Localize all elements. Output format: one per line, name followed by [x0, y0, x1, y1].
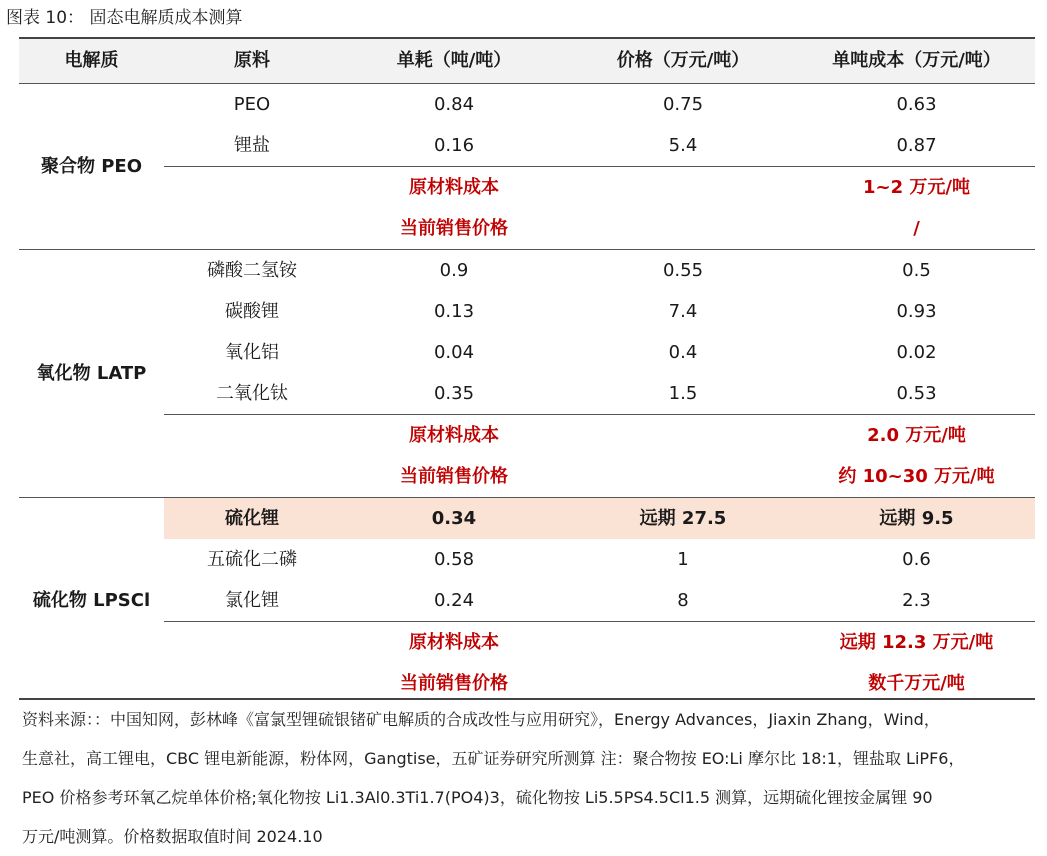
- cost-cell: 0.6: [902, 548, 931, 570]
- material-cell: 磷酸二氢铵: [207, 259, 297, 281]
- note-line: 万元/吨测算。价格数据取值时间 2024.10: [22, 827, 323, 846]
- cost-cell: 0.87: [896, 134, 937, 156]
- price-cell: 0.4: [668, 341, 698, 363]
- material-cell: 硫化锂: [164, 498, 340, 540]
- price-cell: 5.4: [668, 134, 698, 156]
- sale-price-label: 当前销售价格: [340, 208, 568, 250]
- group-name-latp: 氧化物 LATP: [19, 250, 164, 498]
- material-cell: 碳酸锂: [225, 300, 279, 322]
- table-header-row: [19, 38, 1035, 84]
- usage-cell: 0.58: [433, 548, 475, 570]
- note-line: 生意社，高工锂电，CBC 锂电新能源，粉体网，Gangtise，五矿证券研究所测算 注：聚合物按 EO:Li 摩尔比 18:1，锂盐取 LiPF6，: [22, 749, 965, 768]
- group-name-peo: 聚合物 PEO: [19, 84, 164, 250]
- note-line: PEO 价格参考环氧乙烷单体价格;氧化物按 Li1.3Al0.3Ti1.7(PO4)3，硫化物按 Li5.5PS4.5Cl1.5 测算，远期硫化锂按金属锂 90: [22, 788, 933, 807]
- electrolyte-cost-table: [19, 37, 1035, 704]
- sale-price-value: 数千万元/吨: [868, 672, 965, 694]
- cost-cell: 0.5: [902, 259, 931, 281]
- usage-cell: 0.34: [340, 498, 568, 540]
- raw-cost-label: 原材料成本: [340, 167, 568, 209]
- summary-row-raw-cost: [19, 622, 1035, 664]
- sale-price-value: /: [798, 208, 1035, 250]
- usage-cell: 0.84: [433, 93, 475, 115]
- header-material: 原料: [164, 38, 340, 84]
- cost-cell: 0.63: [896, 93, 937, 115]
- raw-cost-value: 1~2 万元/吨: [798, 167, 1035, 209]
- table-row: [19, 539, 1035, 580]
- usage-cell: 0.04: [433, 341, 475, 363]
- table-row: [19, 580, 1035, 622]
- usage-cell: 0.9: [439, 259, 469, 281]
- usage-cell: 0.35: [433, 382, 475, 404]
- table-row: [19, 332, 1035, 373]
- sale-price-label: 当前销售价格: [400, 672, 508, 694]
- price-cell: 0.75: [662, 93, 704, 115]
- summary-row-sale-price: [19, 456, 1035, 498]
- sale-price-value: 约 10~30 万元/吨: [798, 456, 1035, 498]
- price-cell: 7.4: [668, 300, 698, 322]
- table-row: [19, 373, 1035, 415]
- cost-cell: 0.93: [896, 300, 937, 322]
- raw-cost-label: 原材料成本: [340, 622, 568, 664]
- header-usage: 单耗（吨/吨）: [340, 38, 568, 84]
- price-cell: 1.5: [668, 382, 698, 404]
- material-cell: 五硫化二磷: [207, 548, 297, 570]
- source-notes: [22, 700, 1032, 856]
- raw-cost-value: 远期 12.3 万元/吨: [798, 622, 1035, 664]
- price-cell: 0.55: [662, 259, 704, 281]
- price-cell: 8: [677, 589, 689, 611]
- header-electrolyte: 电解质: [19, 38, 164, 84]
- cost-cell: 远期 9.5: [798, 498, 1035, 540]
- cost-cell: 0.53: [896, 382, 937, 404]
- header-unit-cost: 单吨成本（万元/吨）: [798, 38, 1035, 84]
- table-row: [19, 250, 1035, 292]
- figure-caption: 图表 10： 固态电解质成本测算: [6, 8, 243, 28]
- group-name-lpscl: 硫化物 LPSCl: [32, 590, 151, 611]
- usage-cell: 0.16: [433, 134, 475, 156]
- table-row: [19, 84, 1035, 126]
- material-cell: 氯化锂: [225, 589, 279, 611]
- usage-cell: 0.24: [433, 589, 475, 611]
- cost-cell: 0.02: [896, 341, 937, 363]
- price-cell: 远期 27.5: [568, 498, 798, 540]
- usage-cell: 0.13: [433, 300, 475, 322]
- table-row: [19, 125, 1035, 167]
- material-cell: PEO: [233, 93, 271, 115]
- material-cell: 锂盐: [234, 134, 270, 156]
- summary-row-sale-price: [19, 208, 1035, 250]
- cost-cell: 2.3: [902, 589, 931, 611]
- material-cell: 氧化铝: [225, 341, 279, 363]
- raw-cost-value: 2.0 万元/吨: [798, 415, 1035, 457]
- header-price: 价格（万元/吨）: [568, 38, 798, 84]
- sale-price-label: 当前销售价格: [340, 456, 568, 498]
- summary-row-raw-cost: [19, 415, 1035, 457]
- raw-cost-label: 原材料成本: [340, 415, 568, 457]
- price-cell: 1: [677, 548, 689, 570]
- table-row: [19, 291, 1035, 332]
- material-cell: 二氧化钛: [216, 382, 288, 404]
- note-line: 资料来源：：中国知网，彭林峰《富氯型锂硫银锗矿电解质的合成改性与应用研究》，Energy Advances，Jiaxin Zhang，Wind，: [22, 710, 940, 729]
- summary-row-raw-cost: [19, 167, 1035, 209]
- table-row-highlighted: [19, 498, 1035, 540]
